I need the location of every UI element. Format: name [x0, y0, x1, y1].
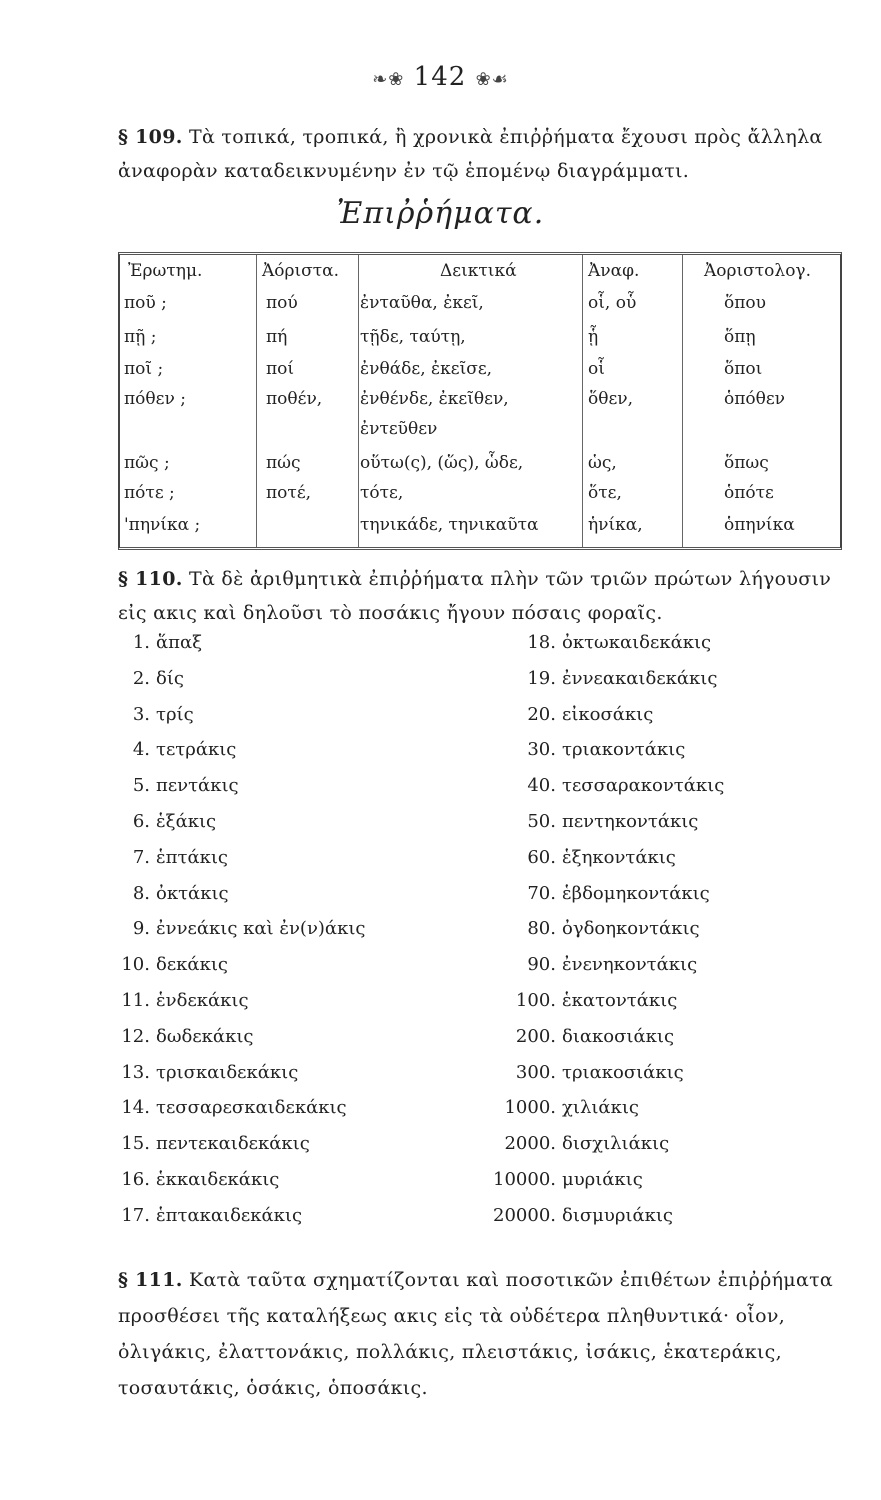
numeral-word: πεντάκις: [156, 775, 239, 796]
numeral-word: ἐννεάκις καὶ ἐν(ν)άκις: [156, 918, 366, 939]
section-text: Κατὰ ταῦτα σχηματίζονται καὶ ποσοτικῶν ἐπιθέτων ἐπιῤῥήματα προσθέσει τῆς καταλήξεως ακις εἰς τὰ οὐδέτερα πληθυντικά· οἷον, ὀλιγάκις, ἐλαττονάκις, πολλάκις, πλειστάκις, ἰσάκις, ἑκατεράκις, τοσαυτάκις, ὁσάκις, ὁποσάκις.: [118, 1269, 834, 1399]
table-cell: ποτέ,: [266, 483, 312, 503]
list-item: [110, 847, 228, 883]
table-cell: πότε ;: [124, 483, 175, 503]
list-item: [460, 990, 677, 1026]
table-cell: ὅποι: [724, 359, 763, 379]
list-item: [460, 1097, 639, 1133]
numeral-number: 300.: [515, 1062, 556, 1083]
numeral-word: τεσσαρακοντάκις: [562, 775, 725, 796]
numeral-number: 5.: [132, 775, 150, 796]
list-item: [110, 739, 236, 775]
list-item: [110, 883, 229, 919]
table-cell: πῶς ;: [124, 453, 170, 473]
numeral-word: ἅπαξ: [156, 632, 203, 653]
numeral-number: 200.: [515, 1026, 556, 1047]
page-header: [0, 62, 881, 92]
table-cell: ἐντεῦθεν: [360, 419, 438, 439]
numeral-word: ὀκτωκαιδεκάκις: [562, 632, 712, 653]
table-cell: ὅθεν,: [588, 389, 634, 409]
numeral-number: 16.: [121, 1169, 150, 1190]
numeral-number: 6.: [132, 811, 150, 832]
numeral-number: 12.: [121, 1026, 150, 1047]
numeral-number: 15.: [121, 1133, 150, 1154]
numeral-word: εἰκοσάκις: [562, 704, 654, 725]
numeral-word: χιλιάκις: [562, 1097, 639, 1118]
numeral-word: πεντηκοντάκις: [562, 811, 699, 832]
numeral-number: 1000.: [504, 1097, 556, 1118]
section-number: § 111.: [118, 1269, 183, 1291]
list-item: [110, 954, 228, 990]
list-item: [460, 632, 711, 668]
numeral-word: ἑβδομηκοντάκις: [562, 883, 710, 904]
table-cell: ποθέν,: [266, 389, 323, 409]
list-item: [110, 775, 239, 811]
numeral-word: δισμυριάκις: [562, 1205, 674, 1226]
numeral-word: δίς: [156, 668, 184, 689]
numeral-number: 70.: [527, 883, 556, 904]
numeral-word: τριακοντάκις: [562, 739, 686, 760]
list-item: [460, 775, 724, 811]
section-110: [118, 562, 843, 630]
numeral-number: 30.: [527, 739, 556, 760]
list-item: [110, 918, 365, 954]
numeral-word: πεντεκαιδεκάκις: [156, 1133, 310, 1154]
table-heading: Ἐπιῤῥήματα.: [336, 196, 545, 231]
list-item: [460, 668, 717, 704]
column-divider: [582, 255, 583, 547]
table-cell: οἷ, οὗ: [588, 293, 637, 313]
numeral-number: 11.: [121, 990, 150, 1011]
numeral-word: δεκάκις: [156, 954, 228, 975]
table-cell: πόθεν ;: [124, 389, 186, 409]
numeral-word: μυριάκις: [562, 1169, 643, 1190]
section-109: [118, 120, 843, 188]
numeral-number: 13.: [121, 1062, 150, 1083]
numeral-number: 3.: [132, 704, 150, 725]
list-item: [460, 918, 700, 954]
list-item: [460, 704, 653, 740]
table-cell: ὡς,: [588, 453, 617, 473]
numeral-word: τετράκις: [156, 739, 237, 760]
numeral-word: ἑπτάκις: [156, 847, 228, 868]
numeral-number: 10000.: [493, 1169, 556, 1190]
table-cell: πῇ ;: [124, 327, 157, 347]
numeral-number: 8.: [132, 883, 150, 904]
numeral-word: ἑνδεκάκις: [156, 990, 249, 1011]
table-cell: ποῦ ;: [124, 293, 167, 313]
numeral-word: ἑκατοντάκις: [562, 990, 678, 1011]
table-cell: τῇδε, ταύτῃ,: [360, 327, 466, 347]
list-item: [110, 990, 249, 1026]
numeral-number: 9.: [132, 918, 150, 939]
list-item: [110, 1062, 298, 1098]
numeral-number: 2000.: [504, 1133, 556, 1154]
table-cell: ἐνθάδε, ἐκεῖσε,: [360, 359, 493, 379]
list-item: [460, 954, 697, 990]
ornament-right-icon: ❀☙: [475, 69, 509, 90]
section-111: [118, 1262, 843, 1406]
table-cell: ὁπηνίκα: [724, 515, 795, 535]
numeral-number: 80.: [527, 918, 556, 939]
numeral-number: 20.: [527, 704, 556, 725]
table-header: Δεικτικά: [440, 261, 517, 281]
numeral-number: 100.: [515, 990, 556, 1011]
table-header: Ἀόριστα.: [262, 261, 340, 281]
table-cell: πή: [266, 327, 288, 347]
numeral-number: 20000.: [493, 1205, 556, 1226]
list-item: [110, 632, 202, 668]
list-item: [460, 1133, 669, 1169]
table-cell: ὅτε,: [588, 483, 622, 503]
numeral-number: 14.: [121, 1097, 150, 1118]
list-item: [110, 668, 184, 704]
numeral-word: ἐννεακαιδεκάκις: [562, 668, 718, 689]
numeral-word: τρίς: [156, 704, 194, 725]
numeral-number: 2.: [132, 668, 150, 689]
numeral-word: δωδεκάκις: [156, 1026, 254, 1047]
table-cell: πού: [266, 293, 298, 313]
numeral-number: 50.: [527, 811, 556, 832]
numeral-word: ὀγδοηκοντάκις: [562, 918, 700, 939]
table-header: Ἐρωτημ.: [128, 261, 203, 281]
table-cell: ὅπως: [724, 453, 769, 473]
list-item: [460, 847, 676, 883]
numeral-word: τεσσαρεσκαιδεκάκις: [156, 1097, 347, 1118]
list-item: [460, 883, 710, 919]
ornament-left-icon: ❧❀: [372, 69, 405, 90]
table-cell: ὁπόθεν: [724, 389, 786, 409]
list-item: [110, 1169, 279, 1205]
page-number: 142: [413, 62, 467, 92]
table-cell: τηνικάδε, τηνικαῦτα: [360, 515, 539, 535]
numeral-number: 1.: [132, 632, 150, 653]
table-cell: ποῖ ;: [124, 359, 164, 379]
table-header: Ἀοριστολογ.: [704, 261, 811, 281]
table-cell: τότε,: [360, 483, 404, 503]
list-item: [110, 1026, 253, 1062]
numeral-number: 18.: [527, 632, 556, 653]
numeral-word: ἑξάκις: [156, 811, 217, 832]
table-cell: ἐνθένδε, ἐκεῖθεν,: [360, 389, 509, 409]
numeral-word: ἑπτακαιδεκάκις: [156, 1205, 303, 1226]
list-item: [460, 1026, 674, 1062]
table-cell: ᾗ: [588, 327, 599, 347]
numeral-list: [0, 632, 881, 1272]
numeral-number: 40.: [527, 775, 556, 796]
numeral-number: 19.: [527, 668, 556, 689]
section-number: § 109.: [118, 126, 183, 148]
table-header: Ἀναφ.: [588, 261, 640, 281]
column-divider: [256, 255, 257, 547]
list-item: [110, 704, 194, 740]
table-cell: ὁπότε: [724, 483, 774, 503]
table-cell: 'πηνίκα ;: [124, 515, 201, 535]
numeral-number: 4.: [132, 739, 150, 760]
list-item: [110, 1133, 310, 1169]
section-text: Τὰ τοπικά, τροπικά, ἢ χρονικὰ ἐπιῤῥήματα ἔχουσι πρὸς ἄλληλα ἀναφορὰν καταδεικνυμένην ἐν τῷ ἑπομένῳ διαγράμματι.: [118, 126, 823, 182]
numeral-number: 60.: [527, 847, 556, 868]
numeral-word: ὀκτάκις: [156, 883, 229, 904]
table-cell: ἐνταῦθα, ἐκεῖ,: [360, 293, 484, 313]
table-cell: ὅπῃ: [724, 327, 756, 347]
numeral-word: δισχιλιάκις: [562, 1133, 670, 1154]
numeral-number: 90.: [527, 954, 556, 975]
column-divider: [358, 255, 359, 547]
numeral-word: ἑξηκοντάκις: [562, 847, 676, 868]
list-item: [110, 1097, 347, 1133]
adverb-table: [118, 252, 842, 550]
section-number: § 110.: [118, 568, 183, 590]
table-cell: ὅπου: [724, 293, 766, 313]
section-text: Τὰ δὲ ἀριθμητικὰ ἐπιῤῥήματα πλὴν τῶν τριῶν πρώτων λήγουσιν εἰς ακις καὶ δηλοῦσι τὸ ποσάκις ἤγουν πόσαις φοραῖς.: [118, 568, 832, 624]
list-item: [110, 1205, 302, 1241]
table-cell: πώς: [266, 453, 301, 473]
list-item: [460, 1205, 673, 1241]
table-cell: οὕτω(ς), (ὥς), ὧδε,: [360, 453, 524, 473]
list-item: [460, 1062, 684, 1098]
list-item: [460, 811, 698, 847]
numeral-number: 10.: [121, 954, 150, 975]
list-item: [460, 739, 685, 775]
list-item: [110, 811, 216, 847]
numeral-word: τριακοσιάκις: [562, 1062, 684, 1083]
column-divider: [682, 255, 683, 547]
numeral-word: διακοσιάκις: [562, 1026, 675, 1047]
table-cell: ἡνίκα,: [588, 515, 643, 535]
list-item: [460, 1169, 643, 1205]
numeral-word: ἑκκαιδεκάκις: [156, 1169, 280, 1190]
numeral-number: 17.: [121, 1205, 150, 1226]
numeral-word: τρισκαιδεκάκις: [156, 1062, 299, 1083]
table-cell: οἷ: [588, 359, 605, 379]
numeral-number: 7.: [132, 847, 150, 868]
table-cell: ποί: [266, 359, 295, 379]
numeral-word: ἐνενηκοντάκις: [562, 954, 698, 975]
